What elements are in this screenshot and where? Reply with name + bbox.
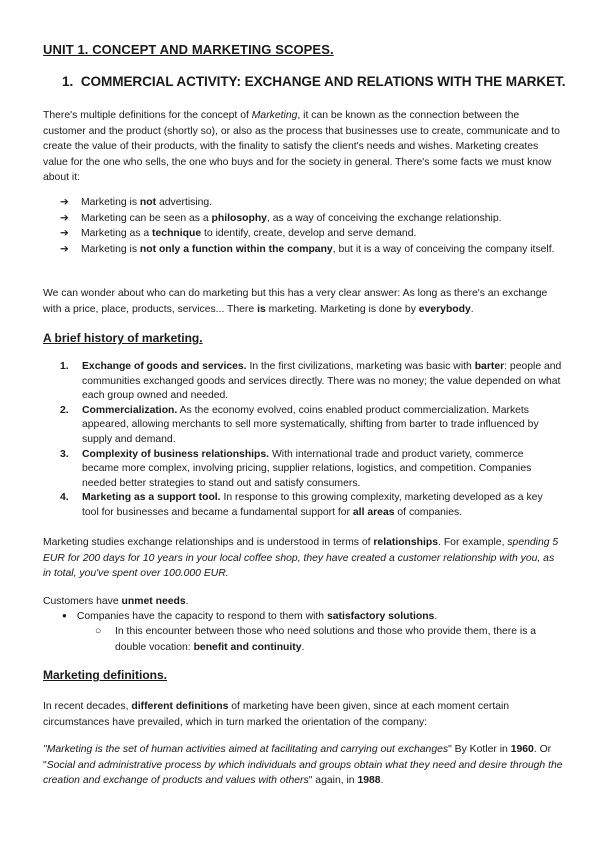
list-item: 3. Complexity of business relationships. With international trade and product variety, commerce became more complex, involving pricing, supplier relations, logistics, and competition. Companies needed better strategies to stand out and satisfy consumers. (60, 448, 532, 489)
list-item: ➔ Marketing is not advertising. (60, 195, 560, 211)
arrow-icon: ➔ (60, 197, 69, 208)
list-item: ➔ Marketing can be seen as a philosophy, as a way of conceiving the exchange relationship. (60, 211, 560, 227)
who-does-marketing-paragraph: We can wonder about who can do marketing but this has a very clear answer: As long as there's an exchange with a price, place, products, services... There is marketing. Marketing is done by everybody. (43, 288, 548, 315)
list-item: ➔ Marketing as a technique to identify, create, develop and serve demand. (60, 226, 560, 242)
list-item: ➔ Marketing is not only a function within the company, but it is a way of conceiving the company itself. (60, 242, 560, 258)
needs-bullet: ● Companies have the capacity to respond to them with satisfactory solutions. (62, 611, 438, 622)
section-heading (62, 74, 565, 89)
arrow-icon: ➔ (60, 243, 69, 255)
section-number: 1. (62, 74, 74, 89)
marketing-term: Marketing (251, 110, 298, 121)
needs-sub-bullet: ○ In this encounter between those who need solutions and those who provide them, there is a double vocation: benefit and continuity. (95, 626, 537, 653)
definitions-intro: In recent decades, different definitions of marketing have been given, since at each moment certain circumstances have prevailed, which in turn marked the orientation of the company: (43, 701, 510, 728)
unit-title: UNIT 1. CONCEPT AND MARKETING SCOPES. (43, 42, 334, 57)
needs-paragraph: Customers have unmet needs. (43, 596, 189, 607)
list-item: 4. Marketing as a support tool. In response to this growing complexity, marketing developed as a key tool for businesses and became a fundamental support for all areas of companies. (60, 492, 543, 518)
intro-paragraph: There's multiple definitions for the concept of Marketing, it can be known as the connection between the customer and the product (shortly so), or also as the process that businesses use to create, communicate and to create the value of their products, with the finality to satisfy the client's needs and wishes. Marketing creates value for the one who sells, the one who buys and for the society in general. There's some facts we must know about it: (43, 110, 560, 183)
relationships-paragraph: Marketing studies exchange relationships and is understood in terms of relationships. For example, spending 5 EUR for 200 days for 10 years in your local coffee shop, they have created a customer relationship with you, as in total, you've spent over 100.000 EUR. (43, 537, 559, 579)
definitions-quotes: "Marketing is the set of human activities aimed at facilitating and carrying out exchanges" By Kotler in 1960. Or "Social and administrative process by which individuals and groups obtain what they need and desire through the creation and exchange of products and values with others" again, in 1988. (43, 744, 563, 786)
history-heading: A brief history of marketing. (43, 331, 203, 345)
section-heading-text: COMMERCIAL ACTIVITY: EXCHANGE AND RELATIONS WITH THE MARKET. (80, 74, 566, 89)
history-list (60, 360, 562, 521)
facts-list (60, 195, 560, 257)
list-item: 2. Commercialization. As the economy evolved, coins enabled product commercialization. Markets appeared, allowing merchants to sell more systematically, shifting from barter to trade influenced by supply and demand. (60, 404, 539, 445)
arrow-icon: ➔ (60, 228, 69, 239)
arrow-icon: ➔ (60, 212, 69, 224)
definitions-heading: Marketing definitions. (43, 668, 168, 682)
circle-bullet-icon: ○ (95, 626, 102, 637)
bullet-icon: ● (62, 611, 67, 620)
list-item: 1. Exchange of goods and services. In the first civilizations, marketing was basic with barter: people and communities exchanged goods and services directly. There was no money; the value depended on what each group owned and needed. (60, 361, 562, 402)
